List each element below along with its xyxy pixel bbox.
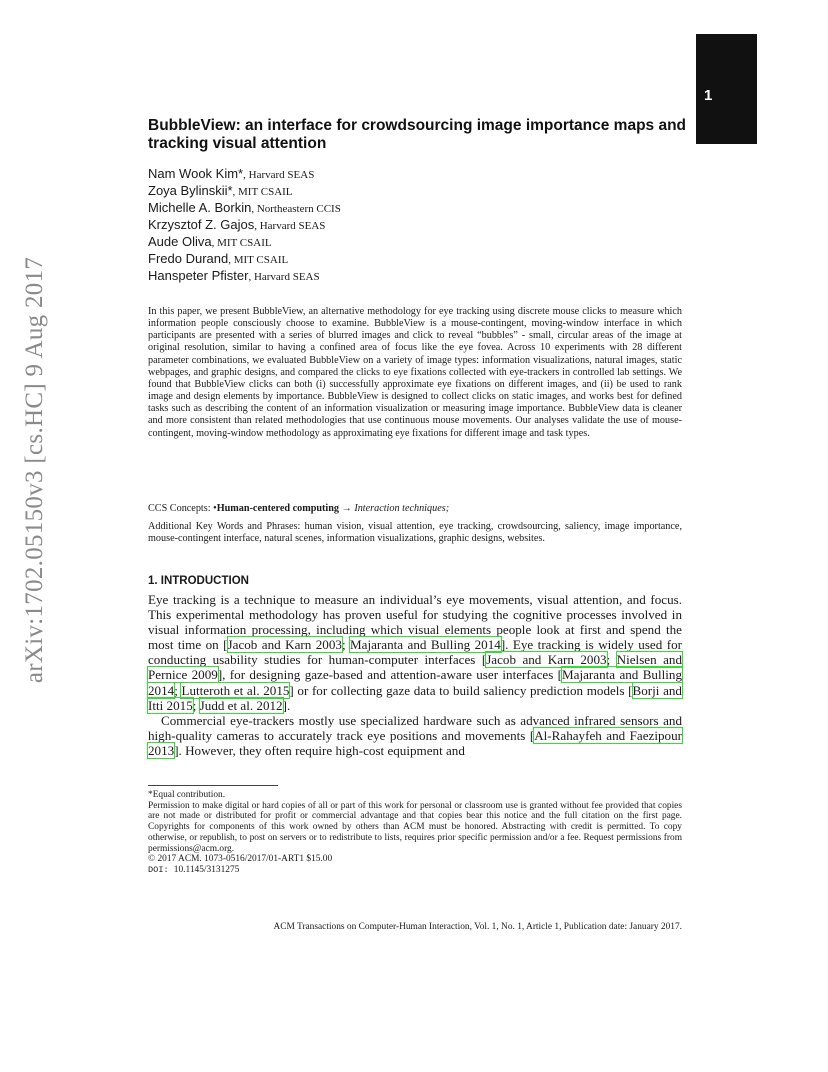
keywords: Additional Key Words and Phrases: human vision, visual attention, eye tracking, crowdsourcing, saliency, image importance, mouse-contingent interface, natural scenes, information visualizations, graphic designs, websites. <box>148 521 682 545</box>
author: Michelle A. Borkin, Northeastern CCIS <box>148 200 341 215</box>
citation-link[interactable]: Nielsen and Pernice 2009 <box>148 652 682 683</box>
author: Krzysztof Z. Gajos, Harvard SEAS <box>148 217 326 232</box>
doi-line: DOI: 10.1145/3131275 <box>148 864 240 875</box>
abstract: In this paper, we present BubbleView, an alternative methodology for eye tracking using discrete mouse clicks to measure which information people consciously choose to examine. BubbleView is a mouse-contingent, moving-window interface in which participants are presented with a series of blurred images and click to reveal “bubbles” - small, circular areas of the image at original resolution, similar to having a confined area of focus like the eye fovea. Across 10 experiments with 28 different parameter combinations, we evaluated BubbleView on a variety of image types: information visualizations, natural images, static webpages, and graphic designs, and compared the clicks to eye fixations collected with eye-trackers in controlled lab settings. We found that BubbleView clicks can both (i) successfully approximate eye fixations on different images, and (ii) be used to rank image and design elements by importance. BubbleView is designed to collect clicks on static images, and works best for defined tasks such as describing the content of an information visualization or measuring image importance. BubbleView data is cleaner and more consistent than related methodologies that use continuous mouse movements. Our analyses validate the use of mouse-contingent, moving-window methodology as approximating eye fixations for different image and task types. <box>148 306 682 439</box>
page-number: 1 <box>704 87 713 104</box>
section-heading: 1. INTRODUCTION <box>148 575 249 587</box>
author: Nam Wook Kim*, Harvard SEAS <box>148 166 315 181</box>
citation-link[interactable]: Judd et al. 2012 <box>199 697 283 713</box>
author-list <box>148 166 341 285</box>
copyright-line: © 2017 ACM. 1073-0516/2017/01-ART1 $15.00 <box>148 854 333 865</box>
author: Aude Oliva, MIT CSAIL <box>148 234 272 249</box>
ccs-concepts: CCS Concepts: •Human-centered computing → Interaction techniques; <box>148 503 450 514</box>
introduction-text <box>148 592 682 758</box>
citation-link[interactable]: Majaranta and Bulling 2014 <box>350 637 501 653</box>
footnote <box>148 790 682 876</box>
footnote-rule <box>148 785 278 786</box>
permission-note: Permission to make digital or hard copies of all or part of this work for personal or classroom use is granted without fee provided that copies are not made or distributed for profit or commercial advantage and that copies bear this notice and the full citation on the first page. Copyrights for components of this work owned by others than ACM must be honored. Abstracting with credit is permitted. To copy otherwise, or republish, to post on servers or to redistribute to lists, requires prior specific permission and/or a fee. Request permissions from permissions@acm.org. <box>148 800 682 854</box>
equal-contribution-note: *Equal contribution. <box>148 790 226 800</box>
intro-paragraph: Commercial eye-trackers mostly use specialized hardware such as advanced infrared sensors and high-quality cameras to accurately track eye positions and movements [Al-Rahayfeh and Faezipour 2013]. However, they often require high-cost equipment and <box>148 712 682 758</box>
arxiv-sidebar <box>21 256 48 684</box>
author: Fredo Durand, MIT CSAIL <box>148 251 289 266</box>
paper-title: BubbleView: an interface for crowdsourcing image importance maps and tracking visual attention <box>148 117 687 152</box>
intro-paragraph: Eye tracking is a technique to measure an individual’s eye movements, visual attention, and focus. This experimental methodology has proven useful for studying the cognitive processes involved in visual information processing, including which visual elements people look at first and spend the most time on [Jacob and Karn 2003; Majaranta and Bulling 2014]. Eye tracking is widely used for conducting usability studies for human-computer interfaces [Jacob and Karn 2003; Nielsen and Pernice 2009], for designing gaze-based and attention-aware user interfaces [Majaranta and Bulling 2014; Lutteroth et al. 2015] or for collecting gaze data to build saliency prediction models [Borji and Itti 2015; Judd et al. 2012]. <box>148 592 682 713</box>
journal-footer: ACM Transactions on Computer-Human Interaction, Vol. 1, No. 1, Article 1, Publication date: January 2017. <box>273 922 682 932</box>
citation-link[interactable]: Borji and Itti 2015 <box>148 682 682 713</box>
arxiv-stamp: arXiv:1702.05150v3 [cs.HC] 9 Aug 2017 <box>21 256 48 684</box>
author: Hanspeter Pfister, Harvard SEAS <box>148 268 320 283</box>
citation-link[interactable]: Majaranta and Bulling 2014 <box>148 667 682 698</box>
citation-link[interactable]: Jacob and Karn 2003 <box>227 637 342 653</box>
author: Zoya Bylinskii*, MIT CSAIL <box>148 183 293 198</box>
citation-link[interactable]: Jacob and Karn 2003 <box>486 652 607 668</box>
citation-link[interactable]: Lutteroth et al. 2015 <box>181 682 290 698</box>
citation-link[interactable]: Al-Rahayfeh and Faezipour 2013 <box>148 727 682 758</box>
